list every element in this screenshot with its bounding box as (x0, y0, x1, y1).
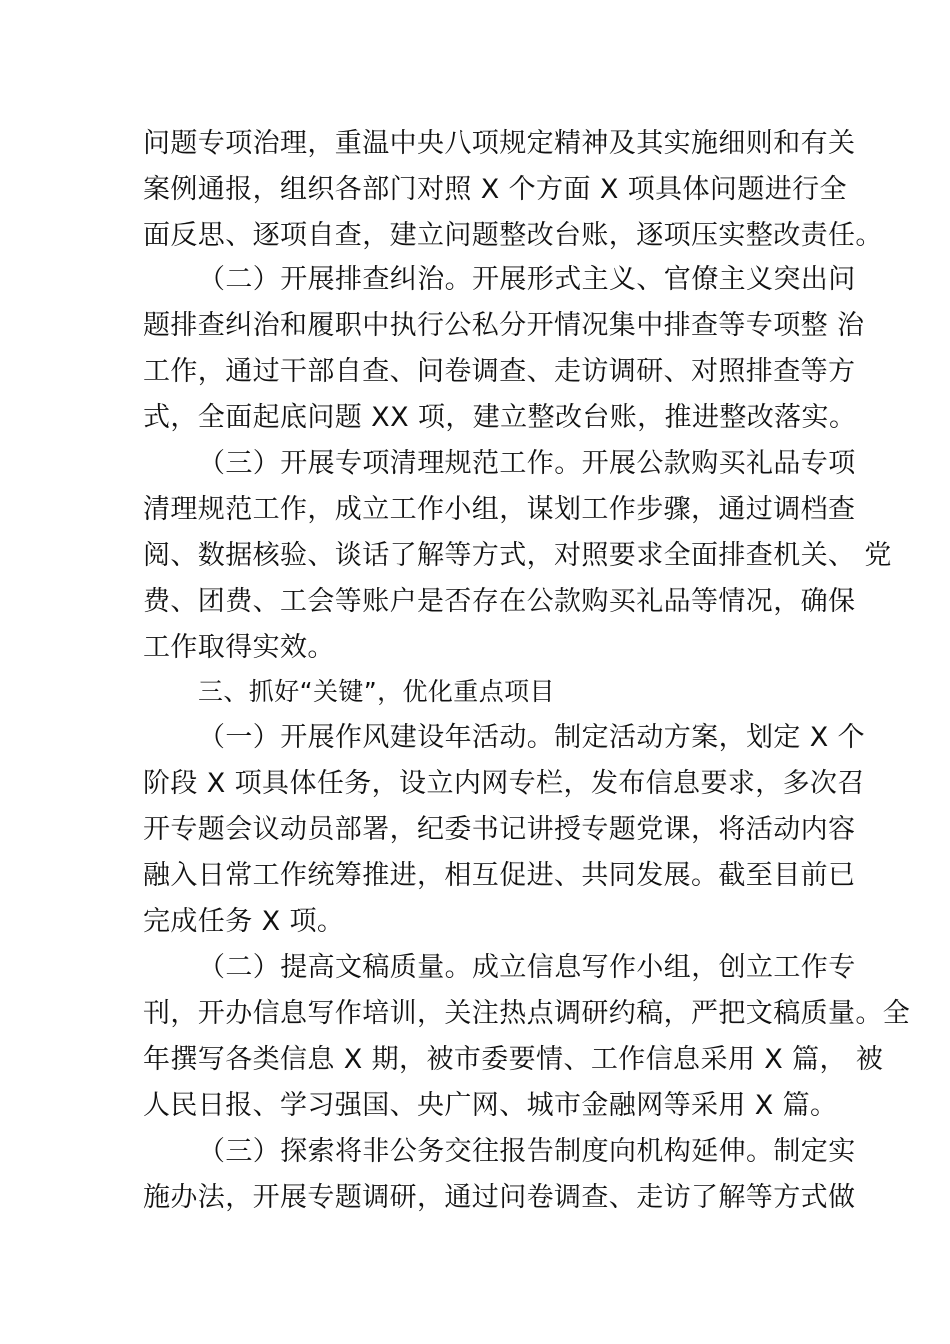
text-line: 案例通报，组织各部门对照 X 个方面 X 项具体问题进行全 (143, 174, 847, 205)
paragraph-start-line: （三）探索将非公务交往报告制度向机构延伸。制定实 (198, 1136, 856, 1167)
paragraph-start-line: （一）开展作风建设年活动。制定活动方案，划定 X 个 (198, 722, 866, 753)
text-line: 工作取得实效。 (143, 632, 335, 663)
text-line: 融入日常工作统筹推进，相互促进、共同发展。截至目前已 (143, 860, 856, 891)
text-line: 费、团费、工会等账户是否存在公款购买礼品等情况，确保 (143, 586, 856, 617)
text-line: 年撰写各类信息 X 期，被市委要情、工作信息采用 X 篇， 被 (143, 1044, 884, 1075)
text-line: 清理规范工作，成立工作小组，谋划工作步骤，通过调档查 (143, 494, 856, 525)
text-line: 阶段 X 项具体任务，设立内网专栏，发布信息要求，多次召 (143, 768, 865, 799)
paragraph-start-line: （二）提高文稿质量。成立信息写作小组，创立工作专 (198, 952, 856, 983)
text-line: 题排查纠治和履职中执行公私分开情况集中排查等专项整 治 (143, 310, 865, 341)
paragraph-start-line: （二）开展排查纠治。开展形式主义、官僚主义突出问 (198, 264, 856, 295)
text-line: 施办法，开展专题调研，通过问卷调查、走访了解等方式做 (143, 1182, 856, 1213)
text-line: 人民日报、学习强国、央广网、城市金融网等采用 X 篇。 (143, 1090, 838, 1121)
section-heading: 三、抓好“关键”，优化重点项目 (198, 677, 555, 706)
text-line: 完成任务 X 项。 (143, 906, 345, 937)
text-line: 阅、数据核验、谈话了解等方式，对照要求全面排查机关、 党 (143, 540, 892, 571)
text-line: 式，全面起底问题 XX 项，建立整改台账，推进整改落实。 (143, 402, 857, 433)
paragraph-start-line: （三）开展专项清理规范工作。开展公款购买礼品专项 (198, 448, 856, 479)
text-line: 问题专项治理，重温中央八项规定精神及其实施细则和有关 (143, 128, 856, 159)
text-line: 刊，开办信息写作培训，关注热点调研约稿，严把文稿质量。全 (143, 998, 911, 1029)
text-line: 面反思、逐项自查，建立问题整改台账，逐项压实整改责任。 (143, 220, 883, 251)
text-line: 开专题会议动员部署，纪委书记讲授专题党课，将活动内容 (143, 814, 856, 845)
text-line: 工作，通过干部自查、问卷调查、走访调研、对照排查等方 (143, 356, 856, 387)
